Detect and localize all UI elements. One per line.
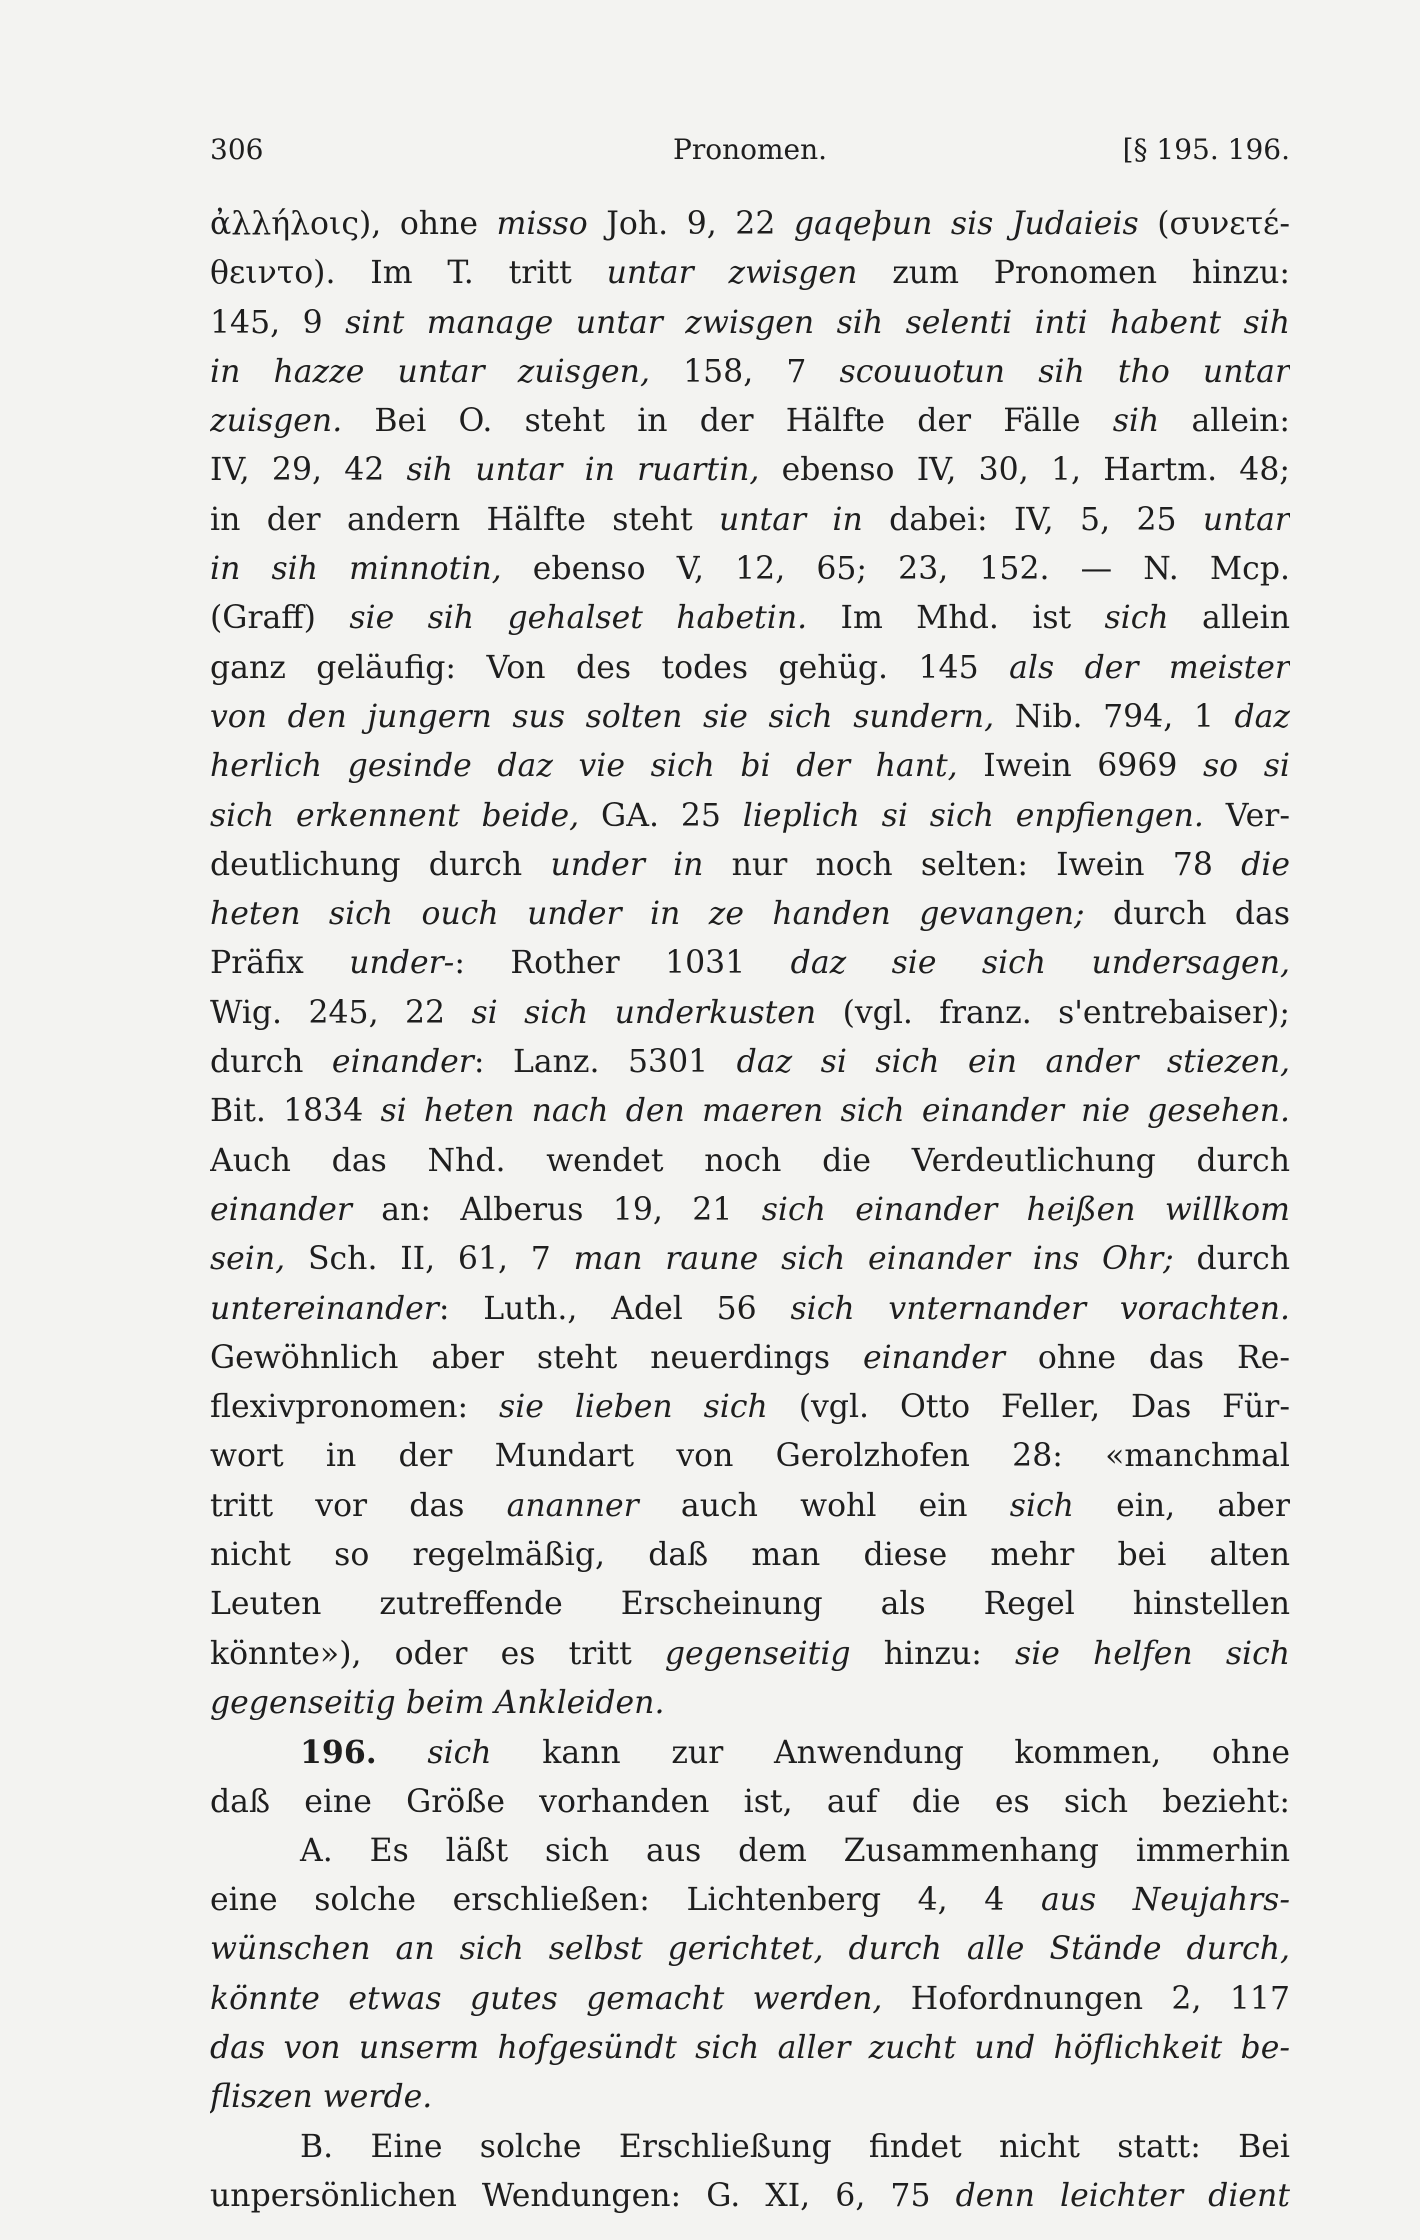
text-line: θειντο). Im T. tritt untar zwisgen zum Pronomen hinzu: bbox=[210, 255, 1290, 292]
text-line: von den jungern sus solten sie sich sundern, Nib. 794, 1 daz bbox=[210, 698, 1290, 735]
section-reference: [§ 195. 196. bbox=[1122, 133, 1290, 166]
text-line: Wig. 245, 22 si sich underkusten (vgl. franz. s'entrebaiser); bbox=[210, 994, 1290, 1031]
page-number: 306 bbox=[210, 133, 264, 166]
body-text bbox=[210, 200, 1290, 2221]
text-line: in sih minnotin, ebenso V, 12, 65; 23, 152. — N. Mcp. bbox=[210, 551, 1290, 588]
text-line: ganz geläufig: Von des todes gehüg. 145 als der meister bbox=[210, 649, 1290, 686]
section-number: 196. bbox=[300, 1734, 377, 1772]
running-title: Pronomen. bbox=[672, 133, 828, 166]
text-line: zuisgen. Bei O. steht in der Hälfte der Fälle sih allein: bbox=[210, 403, 1290, 440]
text-line: das von unserm hofgesündt sich aller zucht und höflichkeit be- bbox=[210, 2029, 1290, 2066]
text-line: unpersönlichen Wendungen: G. XI, 6, 75 denn leichter dient bbox=[210, 2177, 1290, 2214]
text-line: A. Es läßt sich aus dem Zusammenhang immerhin bbox=[300, 1832, 1290, 1869]
text-line: fliszen werde. bbox=[210, 2079, 433, 2116]
text-line: heten sich ouch under in ze handen gevangen; durch das bbox=[210, 896, 1290, 933]
text-line: in der andern Hälfte steht untar in dabei: IV, 5, 25 untar bbox=[210, 501, 1290, 538]
text-line: könnte»), oder es tritt gegenseitig hinzu: sie helfen sich bbox=[210, 1635, 1290, 1672]
text-line: ἀλλήλοις), ohne misso Joh. 9, 22 gaqeþun sis Judaieis (συνετέ- bbox=[210, 206, 1290, 242]
section-196-heading-line: 196. sich kann zur Anwendung kommen, ohne bbox=[300, 1734, 1290, 1772]
text-line: IV, 29, 42 sih untar in ruartin, ebenso IV, 30, 1, Hartm. 48; bbox=[210, 452, 1290, 489]
text-line: eine solche erschließen: Lichtenberg 4, 4 aus Neujahrs- bbox=[210, 1882, 1290, 1919]
text-line: sein, Sch. II, 61, 7 man raune sich einander ins Ohr; durch bbox=[210, 1241, 1290, 1278]
text-line: Leuten zutreffende Erscheinung als Regel hinstellen bbox=[210, 1586, 1290, 1623]
text-line: gegenseitig beim Ankleiden. bbox=[210, 1684, 665, 1721]
text-line: daß eine Größe vorhanden ist, auf die es sich bezieht: bbox=[210, 1783, 1290, 1820]
text-line: Gewöhnlich aber steht neuerdings einander ohne das Re- bbox=[210, 1339, 1290, 1376]
text-line: untereinander: Luth., Adel 56 sich vnternander vorachten. bbox=[210, 1290, 1290, 1327]
text-line: könnte etwas gutes gemacht werden, Hofordnungen 2, 117 bbox=[210, 1980, 1290, 2017]
text-line: durch einander: Lanz. 5301 daz si sich ein ander stiezen, bbox=[210, 1044, 1290, 1081]
text-line: Bit. 1834 si heten nach den maeren sich einander nie gesehen. bbox=[210, 1093, 1290, 1130]
text-line: in hazze untar zuisgen, 158, 7 scouuotun sih tho untar bbox=[210, 353, 1290, 390]
text-line: (Graff) sie sih gehalset habetin. Im Mhd. ist sich allein bbox=[210, 600, 1290, 637]
text-line: sich erkennent beide, GA. 25 lieplich si sich enpfiengen. Ver- bbox=[210, 797, 1290, 834]
text-line: B. Eine solche Erschließung findet nicht statt: Bei bbox=[300, 2128, 1290, 2165]
text-line: Auch das Nhd. wendet noch die Verdeutlichung durch bbox=[210, 1142, 1290, 1179]
text-line: wünschen an sich selbst gerichtet, durch alle Stände durch, bbox=[210, 1931, 1290, 1968]
text-line: herlich gesinde daz vie sich bi der hant, Iwein 6969 so si bbox=[210, 748, 1290, 785]
text-line: deutlichung durch under in nur noch selten: Iwein 78 die bbox=[210, 846, 1290, 883]
text-line: wort in der Mundart von Gerolzhofen 28: «manchmal bbox=[210, 1438, 1290, 1475]
text-line: einander an: Alberus 19, 21 sich einander heißen willkom bbox=[210, 1191, 1290, 1228]
text-line: nicht so regelmäßig, daß man diese mehr bei alten bbox=[210, 1537, 1290, 1574]
running-header bbox=[210, 125, 1290, 175]
text-line: Präfix under-: Rother 1031 daz sie sich undersagen, bbox=[210, 945, 1290, 982]
text-line: flexivpronomen: sie lieben sich (vgl. Otto Feller, Das Für- bbox=[210, 1389, 1290, 1426]
text-line: 145, 9 sint manage untar zwisgen sih selenti inti habent sih bbox=[210, 304, 1290, 341]
text-line: tritt vor das ananner auch wohl ein sich ein, aber bbox=[210, 1487, 1290, 1524]
